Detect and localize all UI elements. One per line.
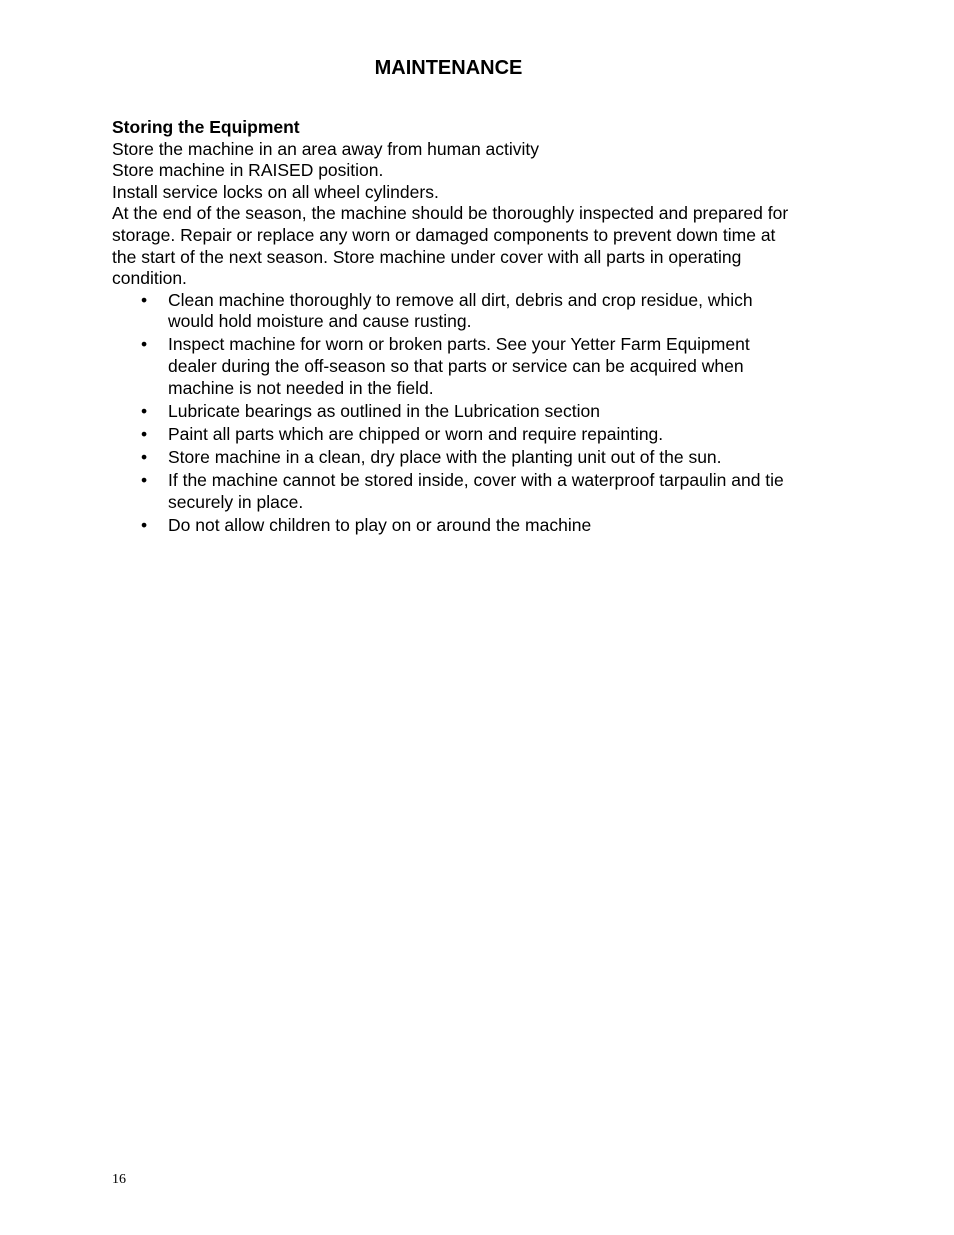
bullet-icon: • (141, 470, 148, 490)
list-item (112, 447, 792, 469)
list-item-text: Lubricate bearings as outlined in the Lubrication section (168, 400, 600, 421)
list-item-text: Clean machine thoroughly to remove all dirt, debris and crop residue, which would hold moisture and cause rusting. (168, 289, 753, 332)
bullet-icon: • (141, 446, 148, 467)
instruction-line: Store the machine in an area away from human activity (112, 138, 540, 159)
page-number: 16 (112, 1172, 126, 1187)
list-item (112, 470, 792, 513)
list-item-text: If the machine cannot be stored inside, cover with a waterproof tarpaulin and tie securely in place. (168, 470, 784, 512)
bullet-icon: • (141, 334, 148, 355)
list-item-text: Do not allow children to play on or around the machine (168, 514, 592, 535)
instruction-line: Store machine in RAISED position. (112, 160, 384, 181)
list-item (112, 290, 792, 333)
list-item (112, 401, 792, 423)
section-heading: Storing the Equipment (112, 117, 300, 137)
instruction-line: Install service locks on all wheel cylinders. (112, 181, 439, 202)
bullet-icon: • (141, 400, 148, 421)
bullet-icon: • (141, 514, 148, 535)
list-item (112, 515, 792, 537)
storage-checklist (112, 290, 792, 537)
list-item-text: Inspect machine for worn or broken parts. See your Yetter Farm Equipment dealer during the off-season so that parts or service can be acquired when machine is not needed in the field. (168, 334, 750, 398)
storage-section (112, 117, 792, 538)
list-item (112, 424, 792, 446)
list-item-text: Paint all parts which are chipped or worn and require repainting. (168, 423, 664, 444)
bullet-icon: • (141, 423, 148, 444)
storage-paragraph: At the end of the season, the machine should be thoroughly inspected and prepared for storage. Repair or replace any worn or damaged components to prevent down time at the start of the next season. Store machine under cover with all parts in operating condition. (112, 203, 789, 289)
bullet-icon: • (141, 289, 148, 310)
list-item-text: Store machine in a clean, dry place with the planting unit out of the sun. (168, 446, 722, 467)
page-title: MAINTENANCE (374, 57, 523, 79)
list-item (112, 334, 792, 399)
